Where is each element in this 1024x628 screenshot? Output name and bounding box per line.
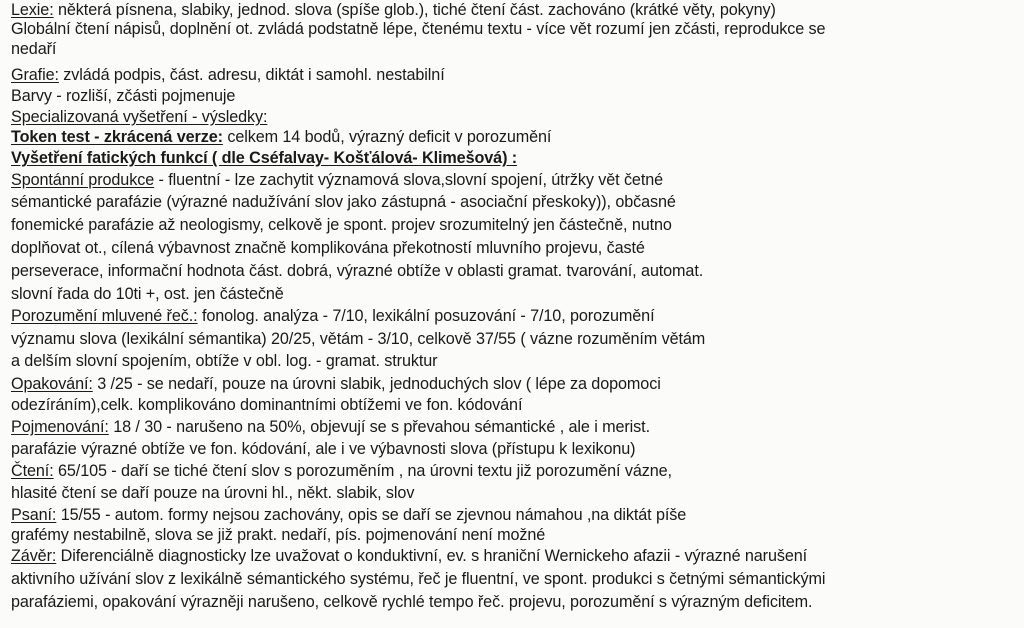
naming-text: 18 / 30 - narušeno na 50%, objevují se s převahou sémantické , ale i merist. (108, 418, 650, 436)
text-line (11, 352, 437, 371)
writing-line (11, 506, 686, 525)
spontaneous-production-line (11, 171, 663, 190)
comprehension-text: fonolog. analýza - 7/10, lexikální posuzování - 7/10, porozumění (197, 307, 655, 325)
naming-label: Pojmenování: (11, 418, 109, 436)
text-line-content: Globální čtení nápisů, doplnění ot. zvládá podstatně lépe, čtenému textu - více vět rozumí jen zčásti, reprodukce se (11, 20, 826, 38)
reading-text: 65/105 - daří se tiché čtení slov s porozuměním , na úrovni textu již porozumění vázne, (53, 462, 672, 480)
token-test-label: Token test - zkrácená verze: (11, 128, 223, 146)
text-line (11, 87, 235, 106)
text-line-content: sémantické parafázie (výrazné nadužívání slov jako zástupná - asociační přeskoky)), občasné (11, 193, 676, 211)
lexie-line (11, 1, 776, 20)
text-line (11, 396, 522, 415)
text-line (11, 193, 676, 212)
text-line-content: perseverace, informační hodnota část. dobrá, výrazné obtíže v oblasti gramat. tvarování, automat. (11, 262, 704, 280)
grafie-label: Grafie: (11, 66, 59, 84)
text-line-content: významu slova (lexikální sémantika) 20/25, větám - 3/10, celkově 37/55 ( vázne rozuměním větám (11, 330, 706, 348)
spontaneous-production-label: Spontánní produkce (11, 171, 155, 189)
text-line-content: odezíráním),celk. komplikováno dominantními obtížemi ve fon. kódování (11, 396, 523, 414)
specialized-exams-label: Specializovaná vyšetření - výsledky: (11, 108, 268, 126)
conclusion-line (11, 547, 807, 566)
lexie-text: některá písnena, slabiky, jednod. slova (spíše glob.), tiché čtení část. zachováno (krátké věty, pokyny) (53, 1, 776, 19)
comprehension-line (11, 307, 654, 326)
text-line (11, 570, 825, 589)
fatic-functions-label: Vyšetření fatických funkcí ( dle Cséfalvay- Košťálová- Klimešová) : (11, 149, 518, 167)
text-line-content: parafázie výrazné obtíže ve fon. kódování, ale i ve výbavnosti slova (přístupu k lexikonu) (11, 440, 636, 458)
text-line-content: aktivního užívání slov z lexikálně sémantického systému, řeč je fluentní, ve spont. produkci s četnými sémantickými (11, 570, 826, 588)
text-line-content: nedaří (11, 40, 57, 58)
text-line (11, 593, 812, 612)
text-line-content: Barvy - rozliší, zčásti pojmenuje (11, 87, 236, 105)
grafie-text: zvládá podpis, část. adresu, diktát i samohl. nestabilní (58, 66, 445, 84)
repetition-text: 3 /25 - se nedaří, pouze na úrovni slabik, jednoduchých slov ( lépe za dopomoci (92, 375, 661, 393)
comprehension-label: Porozumění mluvené řeč.: (11, 307, 198, 325)
lexie-label: Lexie: (11, 1, 54, 19)
text-line (11, 216, 672, 235)
grafie-line (11, 66, 445, 85)
conclusion-label: Závěr: (11, 547, 57, 565)
reading-line (11, 462, 672, 481)
text-line (11, 330, 705, 349)
conclusion-text: Diferenciálně diagnosticky lze uvažovat o konduktivní, ev. s hraniční Wernickeho afazii - výrazné narušení (56, 547, 808, 565)
text-line-content: hlasité čtení se daří pouze na úrovni hl., někt. slabik, slov (11, 484, 415, 502)
text-line (11, 262, 703, 281)
text-line-content: fonemické parafázie až neologismy, celkově je spont. projev srozumitelný jen částečně, nutno (11, 216, 672, 234)
text-line-content: doplňovat ot., cílená výbavnost značně komplikována překotností mluvního projevu, časté (11, 239, 645, 257)
text-line-content: slovní řada do 10ti +, ost. jen částečně (11, 285, 284, 303)
text-line (11, 526, 545, 545)
text-line-content: a delším slovní spojením, obtíže v obl. log. - gramat. struktur (11, 352, 438, 370)
naming-line (11, 418, 650, 437)
writing-label: Psaní: (11, 506, 57, 524)
text-line (11, 40, 56, 59)
text-line (11, 440, 635, 459)
text-line (11, 285, 284, 304)
spontaneous-production-text: - fluentní - lze zachytit významová slova,slovní spojení, útržky vět četné (154, 171, 664, 189)
fatic-functions-heading (11, 149, 517, 168)
text-line (11, 484, 414, 503)
repetition-line (11, 375, 661, 394)
text-line (11, 239, 645, 258)
repetition-label: Opakování: (11, 375, 93, 393)
reading-label: Čtení: (11, 462, 54, 480)
text-line-content: grafémy nestabilně, slova se již prakt. nedaří, pís. pojmenování není možné (11, 526, 546, 544)
token-test-line (11, 128, 551, 147)
specialized-exams-heading (11, 108, 267, 127)
text-line (11, 20, 825, 39)
writing-text: 15/55 - autom. formy nejsou zachovány, opis se daří se zjevnou námahou ,na diktát píše (56, 506, 687, 524)
token-test-text: celkem 14 bodů, výrazný deficit v porozumění (222, 128, 552, 146)
text-line-content: parafáziemi, opakování výrazněji narušeno, celkově rychlé tempo řeč. projevu, porozumění s výrazným deficitem. (11, 593, 813, 611)
